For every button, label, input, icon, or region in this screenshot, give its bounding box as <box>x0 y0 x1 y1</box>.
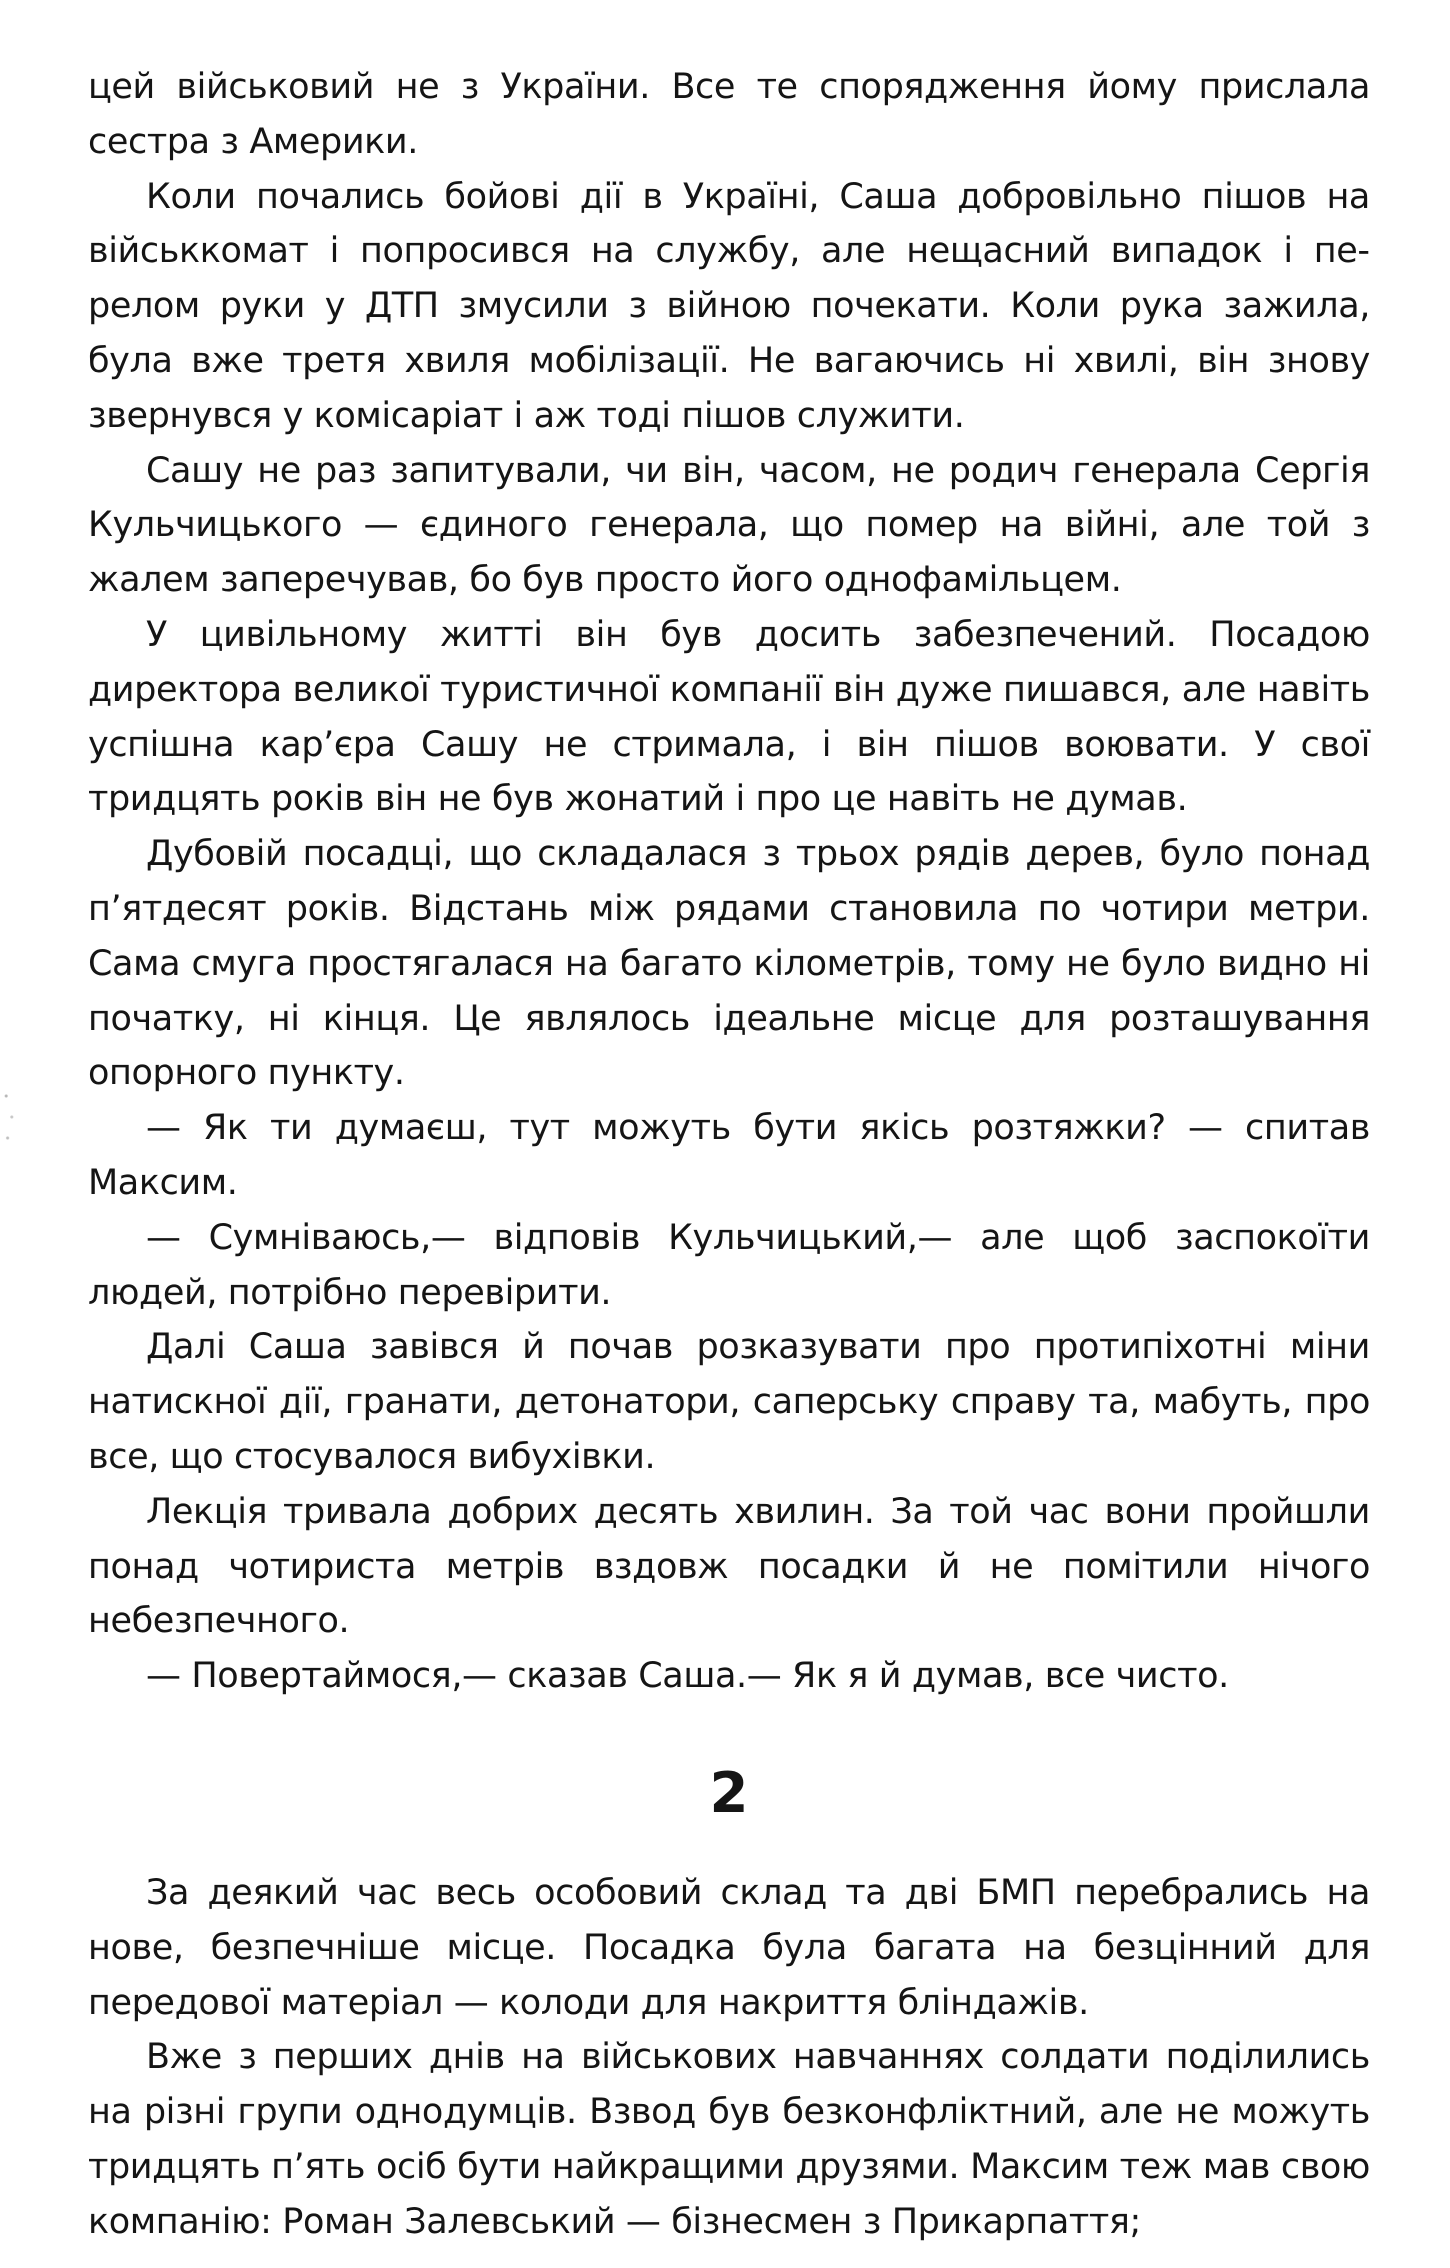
paragraph: Вже з перших днів на військових навчаннях солдати поділились на різні групи однодумців. Взвод був безконфліктний, але не можуть тридцять п’ять осіб бути найкращими друзями. Максим теж мав свою компанію: Роман Залевський — бізнесмен з Прикарпаття; <box>88 2037 1370 2242</box>
paragraph: Дубовій посадці, що складалася з трьох рядів дерев, було понад п’ятдесят років. Відстань між рядами становила по чотири метри. Сама смуга простягалася на багато кілометрів, тому не було видно ні початку, ні кінця. Це являлось ідеальне місце для розташування опорного пункту. <box>88 834 1370 1094</box>
text-block-before-chapter <box>88 60 1370 1704</box>
paragraph: Лекція тривала добрих десять хвилин. За той час вони пройшли понад чотириста метрів вздовж посадки й не помітили нічого небезпечного. <box>88 1491 1370 1642</box>
scan-edge-noise <box>2 1082 16 1152</box>
book-page <box>88 60 1370 2249</box>
paragraph: У цивільному житті він був досить забезпечений. Посадою директора великої туристичної компанії він дуже пишався, але навіть успішна кар’єра Сашу не стримала, і він пішов воювати. У свої тридцять років він не був жонатий і про це навіть не думав. <box>88 614 1370 820</box>
paragraph: Далі Саша завівся й почав розказувати про протипіхотні міни натискної дії, гранати, детонатори, саперську справу та, мабуть, про все, що стосувалося вибухівки. <box>88 1327 1370 1477</box>
paragraph: — Сумніваюсь,— відповів Кульчицький,— але щоб заспокоїти людей, потрібно перевірити. <box>88 1217 1370 1313</box>
paragraph: — Повертаймося,— сказав Саша.— Як я й думав, все чисто. <box>146 1656 1229 1697</box>
paragraph: Сашу не раз запитували, чи він, часом, не родич генерала Сергія Кульчицького — єдиного генерала, що помер на війні, але той з жалем заперечував, бо був просто його однофамільцем. <box>88 450 1370 601</box>
paragraph: — Як ти думаєш, тут можуть бути якісь розтяжки? — спитав Максим. <box>88 1108 1370 1203</box>
text-block-after-chapter <box>88 1866 1370 2250</box>
paragraph: Коли почались бойові дії в Україні, Саша добровільно пішов на військкомат і попросився на службу, але нещасний випадок і перелом руки у ДТП змусили з війною почекати. Коли рука зажила, була вже третя хвиля мобілізації. Не вагаючись ні хвилі, він знову звернувся у комісаріат і аж тоді пішов служити. <box>88 176 1370 436</box>
chapter-number: 2 <box>709 1760 749 1826</box>
paragraph: цей військовий не з України. Все те спорядження йому прислала сестра з Америки. <box>88 67 1370 162</box>
paragraph: За деякий час весь особовий склад та дві БМП перебрались на нове, безпечніше місце. Посадка була багата на безцінний для передової матеріал — колоди для накриття бліндажів. <box>88 1872 1370 2023</box>
